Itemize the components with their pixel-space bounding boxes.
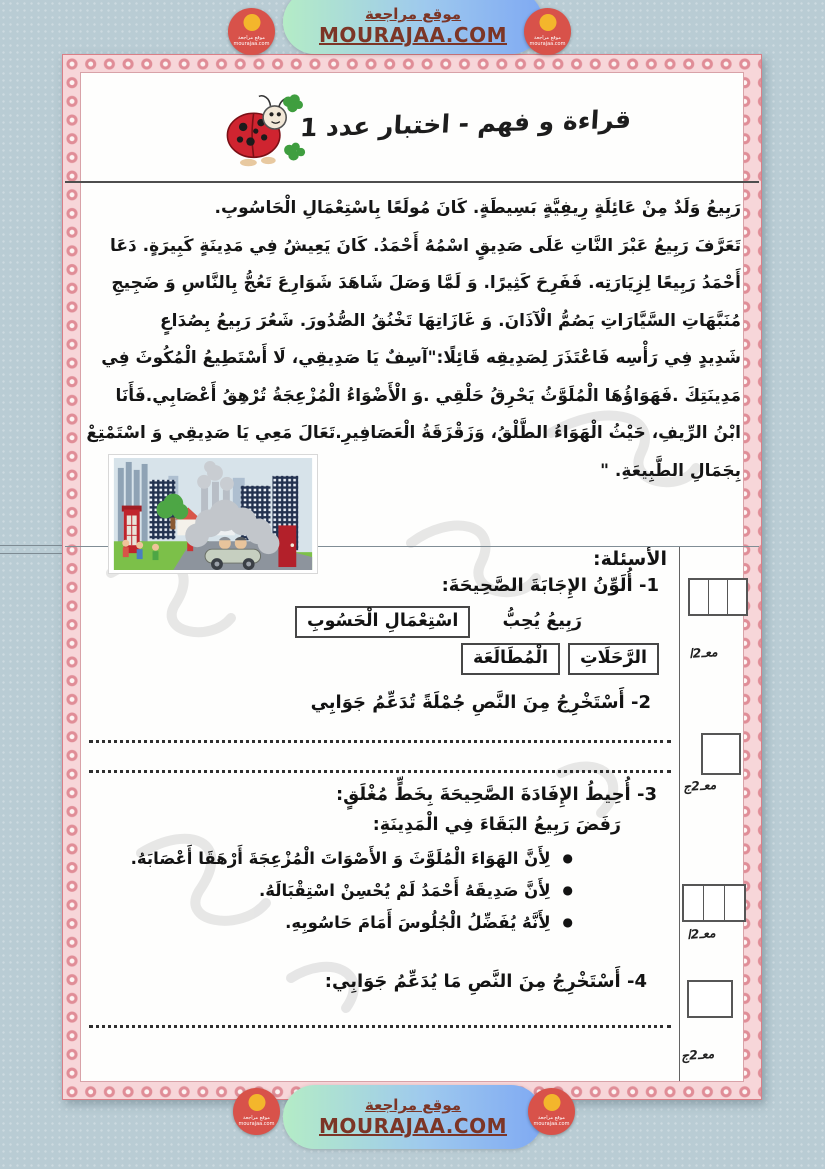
q3-option-bullet [259, 881, 573, 900]
logo-text-ar: موقع مراجعة [238, 35, 265, 41]
question-4-prompt: 4- أَسْتَخْرِجُ مِنَ النَّصِ مَا يُدَعِّمُ جَوَابِي: [324, 971, 647, 992]
mourajaa-logo [524, 8, 571, 55]
passage-line: شَدِيدٍ فِي رَأْسِه فَاعْتَذَرَ لِصَدِيقِه قَائِلًا:"آسِفٌ يَا صَدِيقِي، لَا أَسْتَطِيعُ الْمُكُوثَ فِي [101, 348, 741, 368]
q1-option-computer-use: اسْتِعْمَالِ الْحَسُوبِ [295, 606, 470, 638]
book-icon [543, 1094, 560, 1111]
site-link-pill[interactable] [283, 0, 543, 54]
site-banner-top [0, 0, 825, 72]
exam-title: قراءة و فهم - اختبار عدد 1 [298, 104, 632, 143]
question-2-prompt: 2- أَسْتَخْرِجُ مِنَ النَّصِ جُمْلَةً تُدَعِّمُ جَوَابِي [310, 692, 651, 713]
q4-score-box [687, 980, 733, 1018]
q1-option-reading: الْمُطَالَعَة [461, 643, 560, 675]
scan-artifact-line [0, 545, 64, 546]
q3-option-bullet [131, 849, 573, 868]
city-illustration [109, 455, 317, 573]
book-icon [243, 14, 260, 31]
q2-score-label: معـ2ج [682, 776, 717, 795]
logo-text-domain: mourajaa.com [533, 1121, 570, 1127]
site-banner-bottom [0, 1083, 825, 1155]
passage-line: ابْنُ الرِّيفِ، حَيْثُ الْهَوَاءُ الطَّلْقُ، وَزَقْزَقَةُ الْعَصَافِيرِ.تَعَالَ مَعِي يَا صَدِيقِي وَ اسْتَمْتِعْ [86, 423, 741, 443]
site-link-pill[interactable] [283, 1085, 543, 1149]
q3-score-label: معـ2ا [686, 925, 717, 942]
q3-score-box [682, 884, 746, 922]
question-1-options-row [461, 643, 659, 675]
logo-text-ar: موقع مراجعة [538, 1115, 565, 1121]
bullet-icon: ● [562, 915, 573, 929]
site-name-arabic[interactable]: موقع مراجعة [364, 5, 462, 23]
q3-option-friend-welcome: لِأَنَّ صَدِيقَهُ أَحْمَدُ لَمْ يُحْسِنْ اسْتِقْبَالَهُ. [258, 881, 551, 900]
q1-score-label: معـ2ا [688, 644, 719, 661]
scan-artifact-line [0, 553, 64, 554]
q3-option-air-lights: لِأَنَّ الهَوَاءَ الْمُلَوَّثَ وَ الأَصْوَاتَ الْمُزْعِجَةَ أَرْهَقَا أَعْصَابَهُ. [130, 849, 551, 868]
logo-text-ar: موقع مراجعة [243, 1115, 270, 1121]
logo-text-domain: mourajaa.com [233, 41, 270, 47]
q3-option-computer-sitting: لِأَنَّهُ يُفَضِّلُ الْجُلُوسَ أَمَامَ حَاسُوبِهِ. [285, 913, 551, 932]
logo-text-domain: mourajaa.com [238, 1121, 275, 1127]
mourajaa-logo [528, 1088, 575, 1135]
passage-line: رَبِيعُ وَلَدٌ مِنْ عَائِلَةٍ رِيفِيَّةٍ بَسِيطَةٍ. كَانَ مُولَعًا بِاسْتِعْمَالِ الْحَاسُوبِ. [214, 198, 741, 218]
question-3-prompt: 3- أُحِيطُ الإِفَادَةَ الصَّحِيحَةَ بِخَطٍّ مُغْلَقٍ: [335, 784, 657, 805]
score-column-divider [679, 546, 680, 1081]
q2-score-box [701, 733, 741, 775]
ladybug-icon [213, 87, 309, 171]
bullet-icon: ● [562, 851, 573, 865]
mourajaa-logo [233, 1088, 280, 1135]
title-divider [65, 181, 759, 183]
question-1-prompt: 1- أُلَوِّنُ الإِجَابَةَ الصَّحِيحَةَ: [441, 575, 659, 596]
passage-line: بِجَمَالِ الطَّبِيعَةِ. " [600, 460, 741, 481]
answer-dotted-line [89, 740, 671, 743]
q1-option-trips: الرَّحَلَاتِ [568, 643, 659, 675]
question-3-stem: رَفَضَ رَبِيعُ البَقَاءَ فِي الْمَدِينَةِ: [372, 815, 621, 835]
passage-line: أَحْمَدُ رَبِيعًا لِزِيَارَتِه. فَفَرِحَ كَثِيرًا. وَ لَمَّا وَصَلَ شَاهَدَ شَوَارِعَ تَعُجُّ بِالنَّاسِ وَ ضَجِيجِ [111, 273, 741, 293]
site-name-arabic[interactable]: موقع مراجعة [364, 1096, 462, 1114]
reading-passage [83, 190, 741, 492]
worksheet-page [80, 72, 744, 1082]
bullet-icon: ● [562, 883, 573, 897]
answer-dotted-line [89, 1025, 671, 1028]
question-1-options-row [295, 606, 582, 638]
logo-text-domain: mourajaa.com [529, 41, 566, 47]
book-icon [539, 14, 556, 31]
site-domain-link[interactable]: MOURAJAA.COM [319, 23, 507, 47]
answer-dotted-line [89, 770, 671, 773]
questions-header: الأسئلة: [593, 548, 667, 570]
book-icon [248, 1094, 265, 1111]
worksheet-paper [62, 54, 762, 1100]
passage-line: مُنَبَّهَاتِ السَّيَّارَاتِ يَصُمُّ الْآذَانَ. وَ غَازَاتِهَا تَخْنُقُ الصُّدُورَ. شَعُرَ رَبِيعُ بِصُدَاعٍ [160, 310, 741, 331]
site-domain-link[interactable]: MOURAJAA.COM [319, 1114, 507, 1138]
q1-score-box [688, 578, 748, 616]
q1-stem: رَبِيعُ يُحِبُّ [502, 611, 582, 631]
q4-score-label: معـ2ج [680, 1045, 715, 1064]
passage-line: تَعَرَّفَ رَبِيعُ عَبْرَ النَّاتِ عَلَى صَدِيقٍ اسْمُهُ أَحْمَدُ. كَانَ يَعِيشُ فِي مَدِينَةٍ كَبِيرَةٍ. دَعَا [109, 235, 741, 256]
passage-line: مَدِينَتِكَ .فَهَوَاؤُهَا الْمُلَوَّثُ يَحْرِقُ حَلْقِي .وَ الْأَضْوَاءُ الْمُزْعِجَةُ تُرْهِقُ أَعْصَابِي.فَأَنَا [115, 385, 741, 406]
mourajaa-logo [228, 8, 275, 55]
logo-text-ar: موقع مراجعة [534, 35, 561, 41]
q3-option-bullet [285, 913, 573, 932]
